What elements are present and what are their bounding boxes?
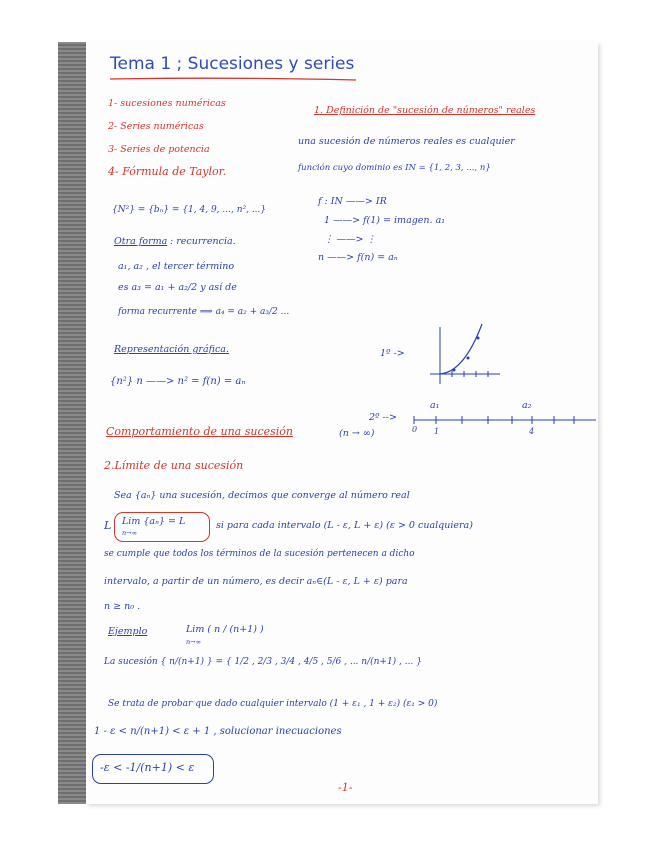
graph-formula: {n²} n ——> n² = f(n) = aₙ — [110, 376, 246, 387]
limit-line-2: si para cada intervalo (L - ε, L + ε) (ε > 0 cualquiera) — [216, 520, 473, 531]
recurrence-line-1: a₁, a₂ , el tercer término — [118, 261, 235, 272]
ejemplo-limit: Lim ( n / (n+1) ) — [186, 624, 264, 635]
limit-line-6: Se trata de probar que dado cualquier intervalo (1 + ε₁ , 1 + ε₂) (ε₁ > 0) — [108, 699, 438, 709]
axis-label-a1: a₁ — [430, 400, 440, 411]
toc-item-4: 4- Fórmula de Taylor. — [108, 165, 227, 178]
graph-1-label: 1º -> — [380, 348, 405, 359]
limit-L: L — [104, 519, 112, 532]
representacion-grafica-label: Representación gráfica. — [114, 344, 229, 355]
otra-forma-label: Otra forma — [114, 236, 168, 247]
mapping-line-4: n ——> f(n) = aₙ — [318, 252, 398, 263]
toc-item-1: 1- sucesiones numéricas — [108, 98, 226, 109]
ejemplo-limit-sub: n→∞ — [186, 638, 202, 646]
definition-line-1: una sucesión de números reales es cualquier — [298, 136, 515, 147]
mapping-line-2: 1 ——> f(1) = imagen. a₁ — [324, 215, 446, 226]
limit-line-4: intervalo, a partir de un número, es decir aₙ∈(L - ε, L + ε) para — [104, 576, 408, 587]
title-underline — [108, 76, 358, 82]
inequality-text: -ε < -1/(n+1) < ε — [100, 761, 195, 774]
section-2-heading: 2.Límite de una sucesión — [104, 459, 244, 472]
axis-label-1: 1 — [434, 427, 440, 436]
page-title: Tema 1 ; Sucesiones y series — [110, 54, 355, 74]
sequence-squares: {N²} = {bₙ} = {1, 4, 9, ..., n², ...} — [112, 205, 267, 215]
toc-item-2: 2- Series numéricas — [108, 121, 204, 132]
limit-line-7: 1 - ε < n/(n+1) < ε + 1 , solucionar inecuaciones — [94, 726, 342, 737]
notebook-binding — [58, 42, 86, 804]
graph-2-label: 2º --> — [369, 412, 397, 423]
limit-line-3: se cumple que todos los términos de la sucesión pertenecen a dicho — [104, 549, 415, 559]
comportamiento-heading: Comportamiento de una sucesión — [106, 425, 293, 438]
notebook-page — [86, 42, 598, 804]
toc-item-3: 3- Series de potencia — [108, 144, 210, 155]
limit-line-1: Sea {aₙ} una sucesión, decimos que converge al número real — [114, 490, 410, 501]
mapping-line-1: f : IN ——> IR — [318, 196, 387, 207]
section-1-heading: 1. Definición de "sucesión de números" reales — [314, 105, 536, 116]
definition-line-2: función cuyo dominio es IN = {1, 2, 3, ..., n} — [298, 163, 491, 173]
sucesion-example: La sucesión { n/(n+1) } = { 1/2 , 2/3 , 3/4 , 4/5 , 5/6 , ... n/(n+1) , ... } — [104, 657, 422, 667]
recurrence-line-3: forma recurrente ⟹ a₄ = a₂ + a₃/2 ... — [118, 307, 290, 317]
limit-line-5: n ≥ n₀ . — [104, 601, 141, 612]
number-line — [412, 414, 597, 428]
ejemplo-label: Ejemplo — [108, 626, 148, 637]
axis-label-4: 4 — [529, 427, 535, 436]
axis-label-0: 0 — [412, 425, 418, 434]
mapping-line-3: ⋮ ——> ⋮ — [324, 234, 376, 245]
recurrencia-label: : recurrencia. — [170, 236, 236, 247]
limit-definition-text: Lim {aₙ} = L — [122, 516, 186, 527]
comportamiento-tail: (n → ∞) — [339, 428, 375, 439]
recurrence-line-2: es a₃ = a₁ + a₂/2 y así de — [118, 282, 237, 293]
graph-1-parabola — [402, 322, 502, 392]
page-number: -1- — [338, 781, 353, 794]
axis-label-a2: a₂ — [522, 400, 532, 411]
limit-definition-sub: n→∞ — [122, 529, 138, 537]
